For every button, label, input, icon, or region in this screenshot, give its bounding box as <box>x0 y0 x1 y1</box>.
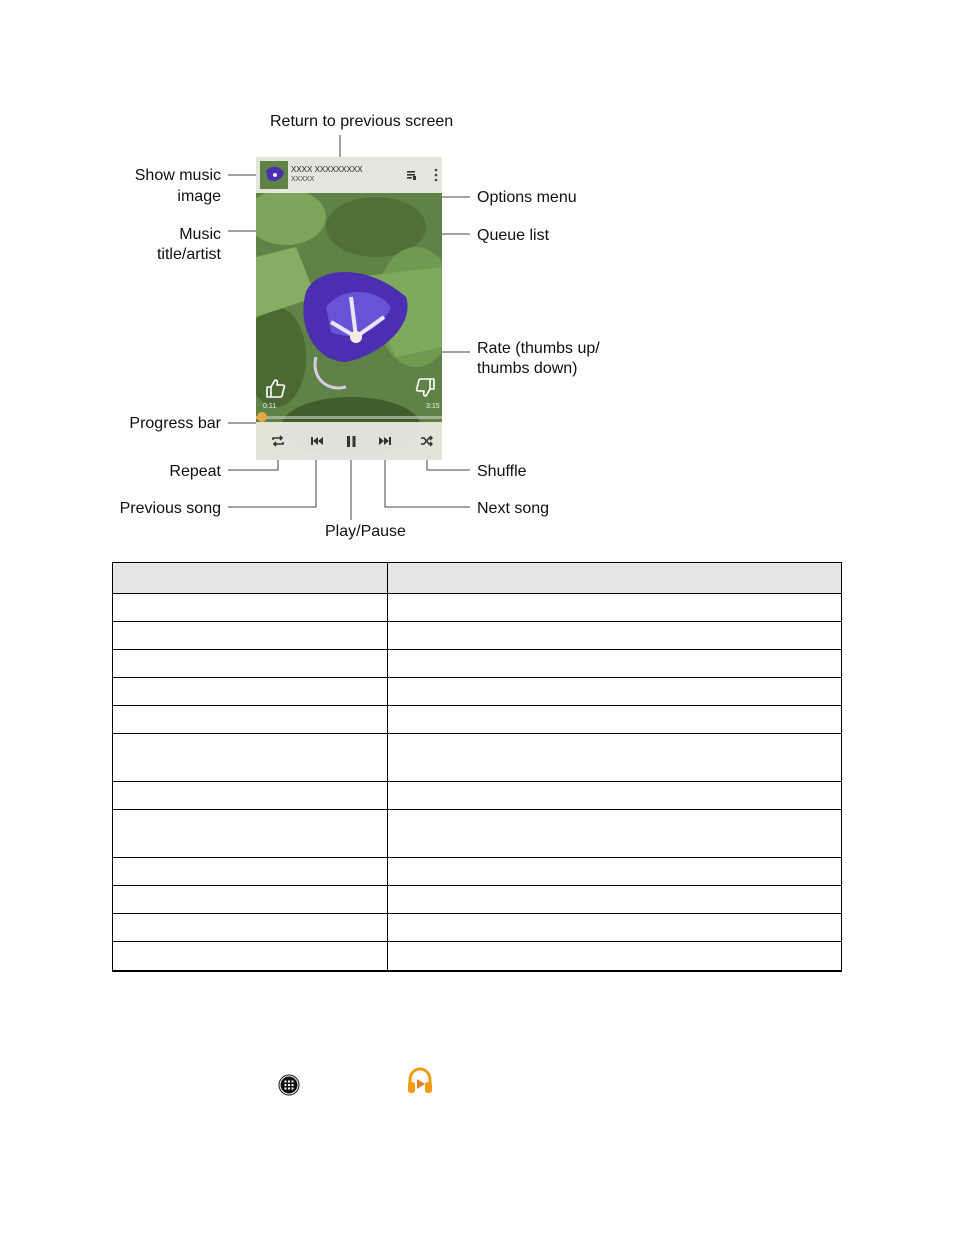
table-cell <box>388 734 842 782</box>
table-cell <box>388 782 842 810</box>
table-row <box>113 622 842 650</box>
table-cell <box>388 886 842 914</box>
table-header-row <box>113 563 842 594</box>
table-cell <box>113 782 388 810</box>
table-cell <box>388 914 842 942</box>
label-music-title-2: title/artist <box>156 246 221 263</box>
label-rate-1: Rate (thumbs up/ <box>477 340 600 357</box>
label-shuffle: Shuffle <box>477 463 527 480</box>
table-row <box>113 886 842 914</box>
thumbs-down-icon[interactable] <box>415 377 437 399</box>
label-queue-list: Queue list <box>477 227 550 244</box>
music-artist[interactable]: XXXXX <box>291 176 315 183</box>
table-cell <box>113 858 388 886</box>
table-cell <box>113 622 388 650</box>
table-row <box>113 858 842 886</box>
playback-controls <box>256 422 442 460</box>
elapsed-time: 0:11 <box>263 403 277 410</box>
table-row <box>113 942 842 971</box>
label-show-music-image-2: image <box>177 188 221 205</box>
progress-bar-handle[interactable] <box>257 412 267 422</box>
table-cell <box>113 942 388 971</box>
table-row <box>113 706 842 734</box>
label-play-pause: Play/Pause <box>325 523 406 540</box>
table-cell <box>113 914 388 942</box>
progress-bar[interactable] <box>256 416 442 419</box>
music-title[interactable]: XXXX XXXXXXXXX <box>291 165 363 174</box>
label-previous-song: Previous song <box>119 500 221 517</box>
table-row <box>113 734 842 782</box>
table-cell <box>388 858 842 886</box>
next-song-icon[interactable] <box>377 433 393 449</box>
table-cell <box>388 942 842 971</box>
table-cell <box>113 678 388 706</box>
table-cell <box>388 678 842 706</box>
table-cell <box>113 650 388 678</box>
album-thumbnail-icon <box>260 161 288 189</box>
table-cell <box>113 886 388 914</box>
table-row <box>113 782 842 810</box>
apps-launcher-icon <box>278 1074 300 1096</box>
table-row <box>113 650 842 678</box>
table-cell <box>388 622 842 650</box>
table-cell <box>388 706 842 734</box>
table-cell <box>113 706 388 734</box>
table-header-cell <box>388 563 842 594</box>
label-progress-bar: Progress bar <box>129 415 221 432</box>
label-repeat: Repeat <box>169 463 221 480</box>
table-cell <box>113 594 388 622</box>
table-cell <box>388 810 842 858</box>
table-row <box>113 914 842 942</box>
album-art-flower-photo <box>256 157 442 460</box>
table-header-cell <box>113 563 388 594</box>
label-show-music-image-1: Show music <box>134 167 221 184</box>
label-music-title-1: Music <box>179 226 221 243</box>
table-row <box>113 594 842 622</box>
table-cell <box>113 810 388 858</box>
label-return-previous-screen: Return to previous screen <box>270 113 454 130</box>
player-controls-table <box>112 562 842 972</box>
label-next-song: Next song <box>477 500 550 517</box>
total-time: 3:15 <box>426 403 440 410</box>
play-pause-icon[interactable] <box>343 433 359 449</box>
table-cell <box>113 734 388 782</box>
table-cell <box>388 650 842 678</box>
thumbs-up-icon[interactable] <box>264 377 286 399</box>
shuffle-icon[interactable] <box>419 433 435 449</box>
options-menu-icon[interactable] <box>433 168 439 182</box>
previous-song-icon[interactable] <box>309 433 325 449</box>
queue-list-icon[interactable] <box>406 169 418 181</box>
music-player-screenshot <box>256 157 442 460</box>
play-music-headphones-icon <box>405 1066 435 1096</box>
label-rate-2: thumbs down) <box>477 360 578 377</box>
show-music-image-button[interactable] <box>260 161 288 189</box>
table-body <box>113 594 842 971</box>
table-cell <box>388 594 842 622</box>
label-options-menu: Options menu <box>477 189 577 206</box>
repeat-icon[interactable] <box>270 433 286 449</box>
player-title-bar <box>256 157 442 193</box>
table-row <box>113 678 842 706</box>
table-row <box>113 810 842 858</box>
